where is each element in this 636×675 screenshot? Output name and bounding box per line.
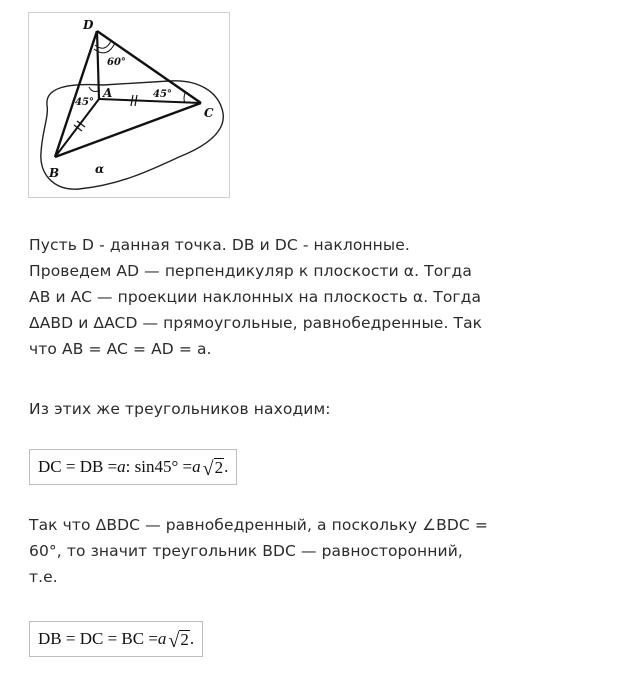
angle-label-60: 60° [107, 57, 126, 68]
angle-arc-bda [89, 87, 98, 92]
angle-label-45-left: 45° [75, 97, 94, 108]
sqrt-radicand: 2 [214, 458, 224, 478]
label-a: A [103, 86, 113, 100]
formula-dc-db [29, 449, 237, 485]
text-line: Так что ΔBDC — равнобедренный, а поскольку ∠BDC = [29, 516, 488, 534]
edge-ac [99, 99, 201, 103]
sqrt-radicand: 2 [180, 630, 189, 650]
paragraph-conclusion [29, 512, 488, 590]
formula-text: DB = DC = BC = [38, 629, 158, 648]
label-d: D [83, 18, 94, 32]
formula-db-dc-bc [29, 621, 203, 657]
text-line: ΔABD и ΔACD — прямоугольные, равнобедренные. Так [29, 314, 483, 332]
sqrt-symbol: √ 2 [202, 458, 224, 480]
paragraph-setup [29, 232, 482, 362]
text-line: что AB = AC = AD = a. [29, 340, 212, 358]
geometry-figure [28, 12, 230, 198]
formula-var: a [157, 629, 167, 648]
label-c: C [204, 106, 214, 120]
formula-var: a [117, 457, 126, 476]
edge-da [97, 31, 99, 99]
angle-label-45-right: 45° [153, 89, 172, 100]
label-plane-alpha: α [95, 162, 105, 176]
edge-bc [55, 103, 201, 157]
edge-db [55, 31, 97, 157]
text-line: т.е. [29, 568, 58, 586]
pyramid-diagram [29, 13, 229, 197]
angle-arc-acd [184, 93, 185, 103]
label-b: B [49, 166, 60, 180]
paragraph-find [29, 396, 331, 422]
text-line: Проведем AD — перпендикуляр к плоскости α. Тогда [29, 262, 472, 280]
formula-text: . [189, 629, 195, 648]
sqrt-symbol: √ 2 [168, 630, 189, 652]
text-line: AB и AC — проекции наклонных на плоскость α. Тогда [29, 288, 482, 306]
formula-text: . [224, 457, 229, 476]
text-line: Пусть D - данная точка. DB и DC - наклонные. [29, 236, 410, 254]
formula-var: a [192, 457, 201, 476]
formula-text: : sin45° = [125, 457, 193, 476]
text-line: 60°, то значит треугольник BDC — равносторонний, [29, 542, 463, 560]
text-line: Из этих же треугольников находим: [29, 400, 331, 418]
formula-text: DC = DB = [38, 457, 118, 476]
